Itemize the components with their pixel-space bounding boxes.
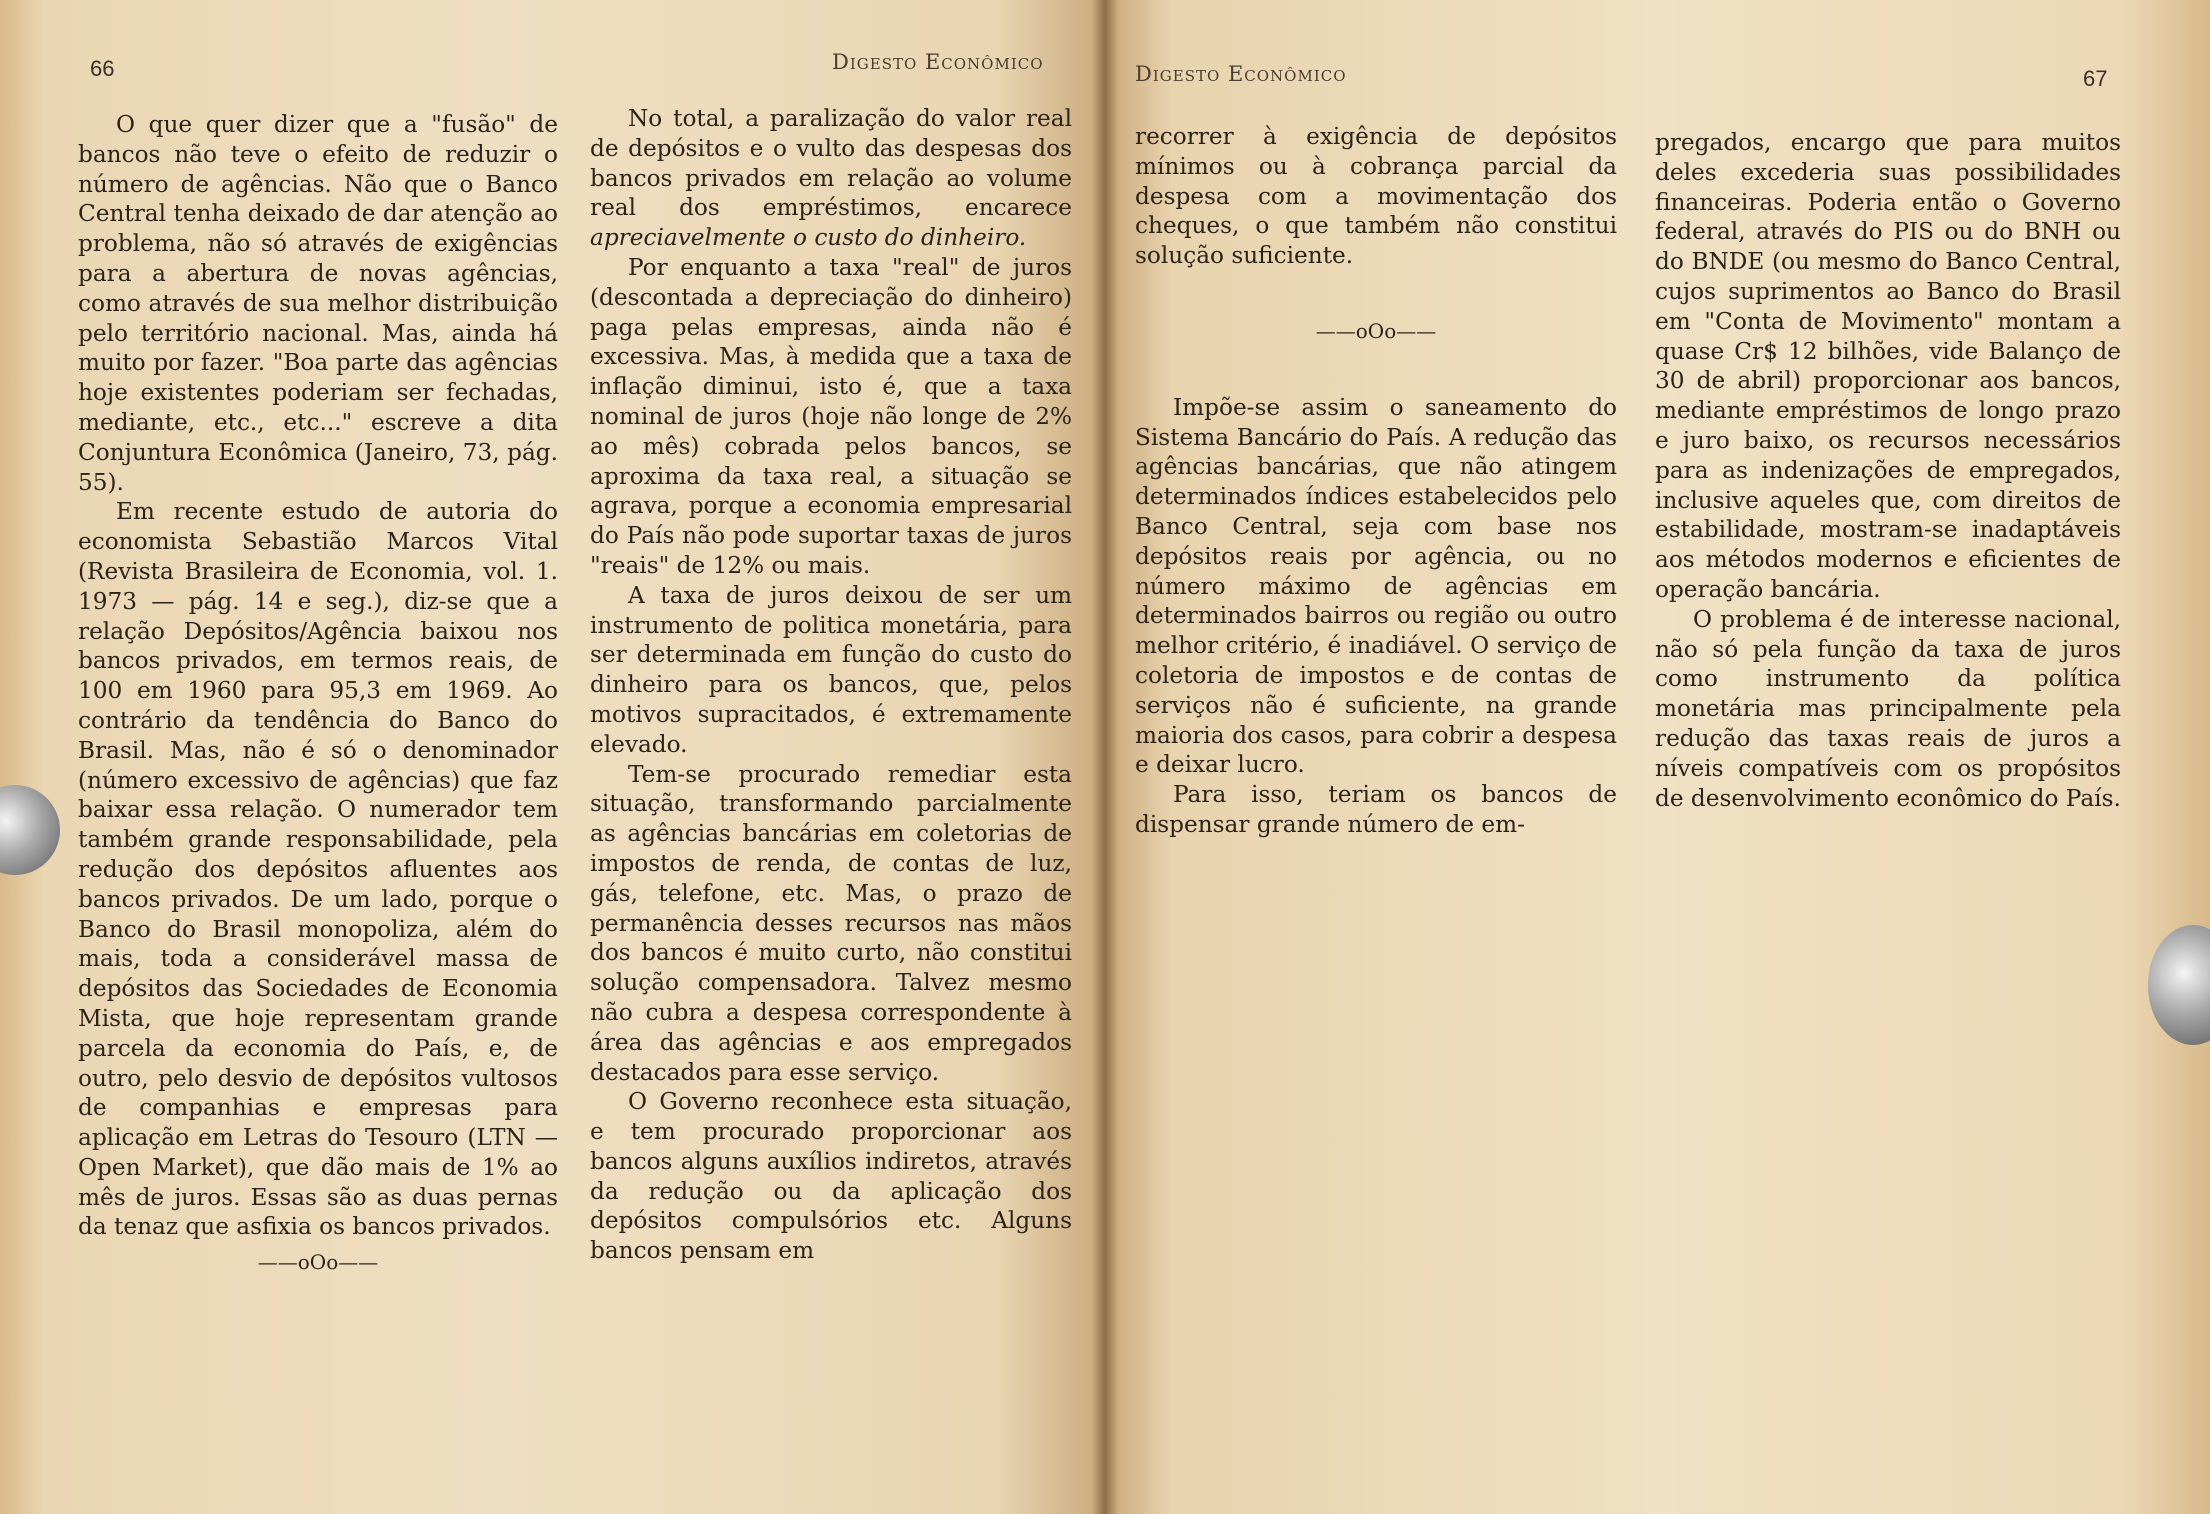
paragraph: O Governo reconhece esta situação, e tem procurado proporcionar aos bancos alguns auxílios indiretos, através da redução ou da aplicação dos depósitos compulsórios etc. Alguns bancos pensam em: [590, 1088, 1072, 1265]
running-head-left: Digesto Econômico: [832, 50, 1044, 74]
paragraph: Por enquanto a taxa "real" de juros (descontada a depreciação do dinheiro) paga pelas empresas, ainda não é excessiva. Mas, à medida que a taxa de inflação diminui, isto é, que a taxa nominal de juros (hoje não longe de 2% ao mês) cobrada pelos bancos, se aproxima da taxa real, a situação se agrava, porque a economia empresarial do País não pode suportar taxas de juros "reais" de 12% ou mais.: [590, 253, 1072, 579]
left-column-1: [78, 110, 558, 1284]
paragraph: O que quer dizer que a "fusão" de bancos não teve o efeito de reduzir o número de agências. Não que o Banco Central tenha deixado de dar atenção ao problema, não só através de exigências para a abertura de novas agências, como através de sua melhor distribuição pelo território nacional. Mas, ainda há muito por fazer. "Boa parte das agências hoje existentes poderiam ser fechadas, mediante, etc., etc..." escreve a dita Conjuntura Econômica (Janeiro, 73, pág. 55).: [78, 111, 558, 496]
right-page: [1105, 0, 2210, 1514]
paragraph-text: No total, a paralização do valor real de depósitos e o vulto das despesas dos bancos privados em relação ao volume real dos empréstimos, encarece: [590, 105, 1072, 222]
paragraph: [590, 104, 1072, 253]
running-head-right: Digesto Econômico: [1135, 62, 1347, 86]
paragraph: recorrer à exigência de depósitos mínimos ou à cobrança parcial da despesa com a movimentação dos cheques, o que também não constitui solução suficiente.: [1135, 123, 1617, 270]
book-gutter: [1092, 0, 1118, 1514]
page-number-right: 67: [2083, 66, 2108, 91]
right-column-1: [1135, 122, 1617, 840]
section-separator: ——oOo——: [1315, 318, 1437, 343]
paragraph: Impõe-se assim o saneamento do Sistema Bancário do País. A redução das agências bancárias, que não atingem determinados índices estabelecidos pelo Banco Central, seja com base nos depósitos reais por agência, ou no número máximo de agências em determinados bairros ou região ou outro melhor critério, é inadiável. O serviço de coletoria de impostos e de contas de serviços não é suficiente, na grande maioria dos casos, para cobrir a despesa e deixar lucro.: [1135, 393, 1617, 779]
right-column-2: [1655, 128, 2121, 813]
paragraph: Tem-se procurado remediar esta situação, transformando parcialmente as agências bancárias em coletorias de impostos de renda, de contas de luz, gás, telefone, etc. Mas, o prazo de permanência desses recursos nas mãos dos bancos é muito curto, não constitui solução compensadora. Talvez mesmo não cubra a despesa correspondente à área das agências e aos empregados destacados para esse serviço.: [590, 760, 1072, 1086]
paragraph: A taxa de juros deixou de ser um instrumento de politica monetária, para ser determinada em função do custo do dinheiro para os bancos, que, pelos motivos supracitados, é extremamente elevado.: [590, 581, 1072, 758]
page-number-left: 66: [90, 56, 115, 81]
left-column-2: [590, 104, 1072, 1266]
paragraph: pregados, encargo que para muitos deles excederia suas possibilidades financeiras. Poderia então o Governo federal, através do PIS ou do BNH ou do BNDE (ou mesmo do Banco Central, cujos suprimentos ao Banco do Brasil em "Conta de Movimento" montam a quase Cr$ 12 bilhões, vide Balanço de 30 de abril) proporcionar aos bancos, mediante empréstimos de longo prazo e juro baixo, os recursos necessários para as indenizações de empregados, inclusive aqueles que, com direitos de estabilidade, mostram-se inadaptáveis aos métodos modernos e eficientes de operação bancária.: [1655, 129, 2121, 603]
section-separator: ——oOo——: [257, 1250, 379, 1275]
emphasis-text: apreciavelmente o custo do dinheiro.: [590, 224, 1027, 252]
paragraph: Para isso, teriam os bancos de dispensar grande número de em-: [1135, 781, 1617, 838]
paragraph: O problema é de interesse nacional, não só pela função da taxa de juros como instrumento da política monetária mas principalmente pela redução das taxas reais de juros a níveis compatíveis com os propósitos de desenvolvimento econômico do País.: [1655, 605, 2121, 812]
paragraph: Em recente estudo de autoria do economista Sebastião Marcos Vital (Revista Brasileira de Economia, vol. 1. 1973 — pág. 14 e seg.), diz-se que a relação Depósitos/Agência baixou nos bancos privados, em termos reais, de 100 em 1960 para 95,3 em 1969. Ao contrário da tendência do Banco do Brasil. Mas, não é só o denominador (número excessivo de agências) que faz baixar essa relação. O numerador tem também grande responsabilidade, pela redução dos depósitos afluentes aos bancos privados. De um lado, porque o Banco do Brasil monopoliza, além do mais, toda a considerável massa de depósitos das Sociedades de Economia Mista, que hoje representam grande parcela da economia do País, e, de outro, pelo desvio de depósitos vultosos de companhias e empresas para aplicação em Letras do Tesouro (LTN — Open Market), que dão mais de 1% ao mês de juros. Essas são as duas pernas da tenaz que asfixia os bancos privados.: [78, 498, 558, 1241]
